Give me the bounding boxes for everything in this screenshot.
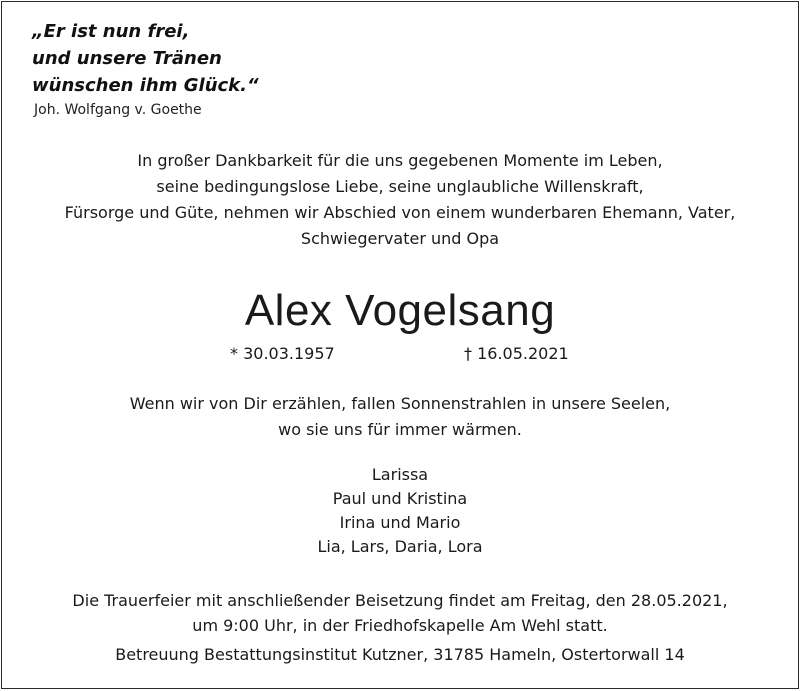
intro-line: Fürsorge und Güte, nehmen wir Abschied von einem wunderbaren Ehemann, Vater, <box>64 203 736 222</box>
memorial-verse <box>2 391 798 443</box>
intro-line: seine bedingungslose Liebe, seine unglaubliche Willenskraft, <box>156 177 644 196</box>
service-line: um 9:00 Uhr, in der Friedhofskapelle Am Wehl statt. <box>192 616 608 635</box>
intro-text <box>2 148 798 252</box>
quote-line: „Er ist nun frei, <box>32 21 190 42</box>
quote-line: und unsere Tränen <box>32 48 222 69</box>
funeral-service-info <box>2 588 798 638</box>
verse-line: Wenn wir von Dir erzählen, fallen Sonnenstrahlen in unsere Seelen, <box>129 394 671 413</box>
goethe-quote <box>32 18 259 99</box>
death-date: † 16.05.2021 <box>464 344 569 363</box>
family-members <box>2 463 798 559</box>
quote-author: Joh. Wolfgang v. Goethe <box>34 102 202 118</box>
intro-line: Schwiegervater und Opa <box>300 229 500 248</box>
intro-line: In großer Dankbarkeit für die uns gegebenen Momente im Leben, <box>137 151 663 170</box>
birth-date: * 30.03.1957 <box>230 344 335 363</box>
family-line: Lia, Lars, Daria, Lora <box>317 537 483 556</box>
service-line: Die Trauerfeier mit anschließender Beisetzung findet am Freitag, den 28.05.2021, <box>72 591 728 610</box>
family-line: Irina und Mario <box>339 513 461 532</box>
undertaker-info: Betreuung Bestattungsinstitut Kutzner, 31785 Hameln, Ostertorwall 14 <box>115 645 685 664</box>
obituary-notice <box>1 1 799 689</box>
deceased-name: Alex Vogelsang <box>244 286 556 335</box>
quote-line: wünschen ihm Glück.“ <box>32 75 259 96</box>
family-line: Paul und Kristina <box>332 489 468 508</box>
verse-line: wo sie uns für immer wärmen. <box>278 420 522 439</box>
family-line: Larissa <box>371 465 429 484</box>
